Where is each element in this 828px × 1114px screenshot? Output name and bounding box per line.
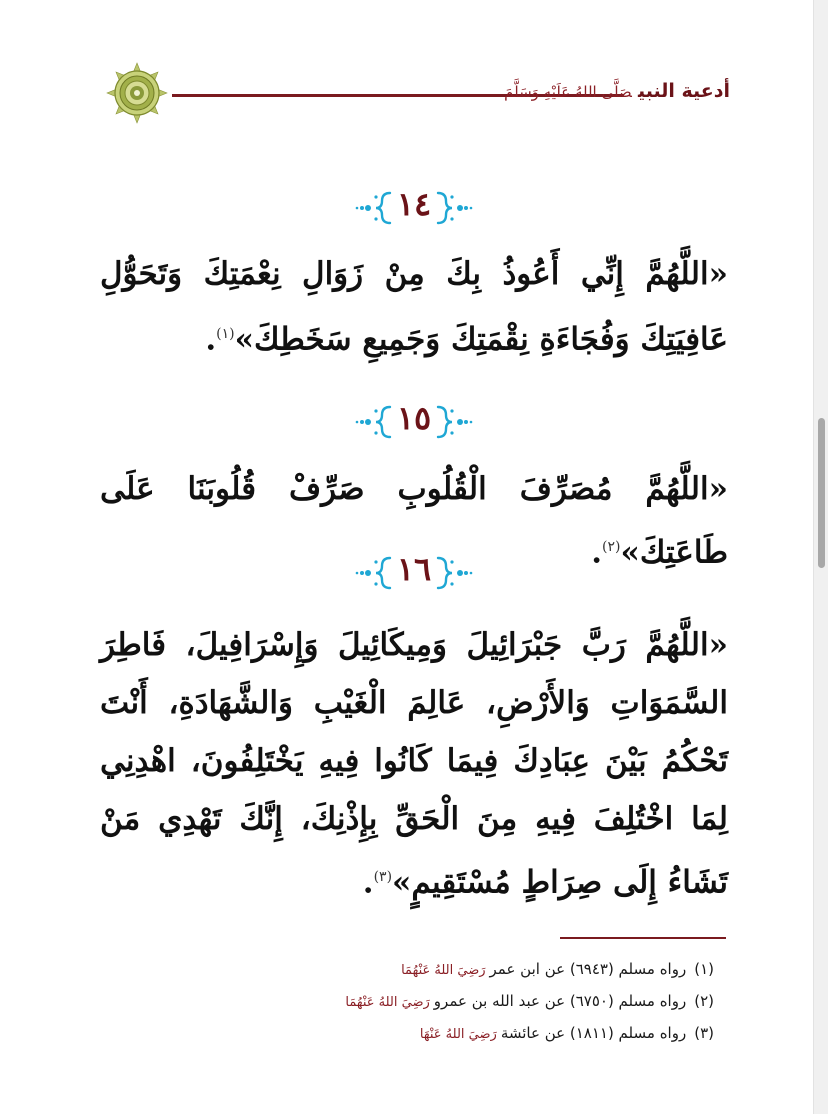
prayer-text-15: «اللَّهُمَّ مُصَرِّفَ الْقُلُوبِ صَرِّفْ قُلُوبَنَا عَلَى طَاعَتِكَ»$^{(٢)}$. [100,471,728,571]
footnote-index: (١) [694,960,714,978]
footnote-index: (٢) [694,992,714,1010]
footnote-item [86,1017,714,1049]
footnote-ref: (١) [216,326,235,342]
footnote-text: رواه مسلم (١٨١١) عن عائشة [500,1024,687,1042]
footnote-ref: (٢) [602,539,621,555]
scrollbar-track[interactable] [813,0,828,1114]
page-header [100,62,730,122]
section-number: ١٦ [396,550,432,588]
footnote-item [86,985,714,1017]
footnote-honorific: رَضِيَ اللهُ عَنْهُمَا [345,995,430,1010]
section-badge-16 [0,548,828,598]
section-number: ١٤ [396,185,432,223]
footnote-text: رواه مسلم (٦٧٥٠) عن عبد الله بن عمرو [433,992,687,1010]
prayer-text-16: «اللَّهُمَّ رَبَّ جَبْرَائِيلَ وَمِيكَائِيلَ وَإِسْرَافِيلَ، فَاطِرَ السَّمَوَاتِ وَالأَرْضِ، عَالِمَ الْغَيْبِ وَالشَّهَادَةِ، أَنْتَ تَحْكُمُ بَيْنَ عِبَادِكَ فِيمَا كَانُوا فِيهِ يَخْتَلِفُونَ، اهْدِنِي لِمَا اخْتُلِفَ فِيهِ مِنَ الْحَقِّ بِإِذْنِكَ، إِنَّكَ تَهْدِي مَنْ تَشَاءُ إِلَى صِرَاطٍ مُسْتَقِيمٍ»$^{(٣)}$. [100,627,728,901]
prayer-body: «اللَّهُمَّ إِنِّي أَعُوذُ بِكَ مِنْ زَوَالِ نِعْمَتِكَ وَتَحَوُّلِ عَافِيَتِكَ وَفُجَاءَةِ نِقْمَتِكَ وَجَمِيعِ سَخَطِكَ» [100,256,728,358]
footnote-index: (٣) [694,1024,714,1042]
footnote-honorific: رَضِيَ اللهُ عَنْهُمَا [401,963,486,978]
footnote-text: رواه مسلم (٦٩٤٣) عن ابن عمر [489,960,687,978]
section-number: ١٥ [396,399,432,437]
page-title [504,80,730,102]
section-badge-14 [0,183,828,233]
header-honorific: صَلَّى اللهُ عَلَيْهِ وَسَلَّمَ [504,83,632,101]
header-title-text: أدعية النبي [637,80,730,102]
section-badge-15 [0,397,828,447]
prayer-body: «اللَّهُمَّ مُصَرِّفَ الْقُلُوبِ صَرِّفْ قُلُوبَنَا عَلَى طَاعَتِكَ» [100,471,728,571]
rosette-ornament-icon [106,62,168,124]
prayer-body: «اللَّهُمَّ رَبَّ جَبْرَائِيلَ وَمِيكَائِيلَ وَإِسْرَافِيلَ، فَاطِرَ السَّمَوَاتِ وَالأَرْضِ، عَالِمَ الْغَيْبِ وَالشَّهَادَةِ، أَنْتَ تَحْكُمُ بَيْنَ عِبَادِكَ فِيمَا كَانُوا فِيهِ يَخْتَلِفُونَ، اهْدِنِي لِمَا اخْتُلِفَ فِيهِ مِنَ الْحَقِّ بِإِذْنِكَ، إِنَّكَ تَهْدِي مَنْ تَشَاءُ إِلَى صِرَاطٍ مُسْتَقِيمٍ» [100,627,728,901]
footnotes [86,953,714,1049]
footnote-divider [560,937,726,939]
prayer-text-14: «اللَّهُمَّ إِنِّي أَعُوذُ بِكَ مِنْ زَوَالِ نِعْمَتِكَ وَتَحَوُّلِ عَافِيَتِكَ وَفُجَاءَةِ نِقْمَتِكَ وَجَمِيعِ سَخَطِكَ»$^{(١)}$. [100,256,728,358]
scrollbar-thumb[interactable] [818,418,825,568]
footnote-ref: (٣) [373,869,393,885]
footnote-item [86,953,714,985]
footnote-honorific: رَضِيَ اللهُ عَنْهَا [419,1027,497,1042]
